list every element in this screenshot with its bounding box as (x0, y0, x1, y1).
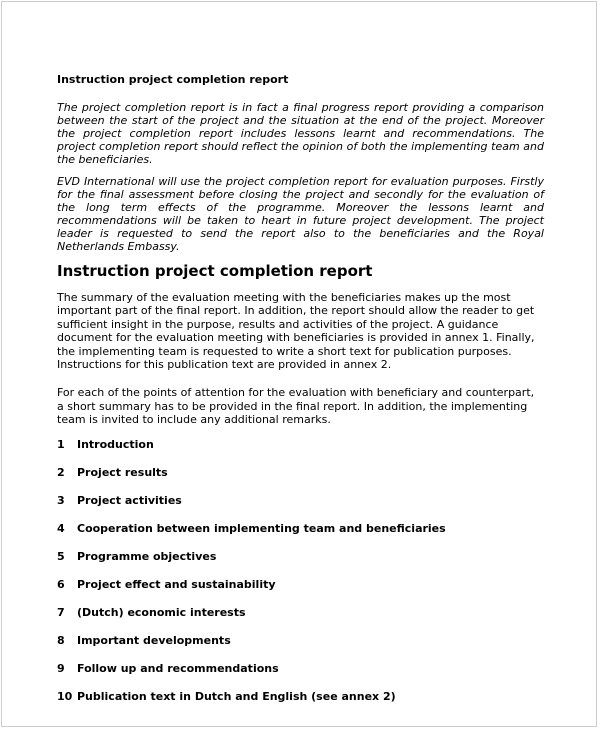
list-item (57, 634, 544, 647)
list-item-label: Introduction (77, 437, 154, 451)
intro-paragraph-2: EVD International will use the project completion report for evaluation purposes. Firstly for the final assessment before closing the project and secondly for the evaluation of the long term effects of the programme. Moreover the lessons learnt and recommendations will be taken to heart in future project development. The project leader is requested to send the report also to the beneficiaries and the Royal Netherlands Embassy. (57, 175, 544, 253)
list-item-label: Publication text in Dutch and English (see annex 2) (77, 689, 396, 703)
list-item-label: Cooperation between implementing team and beneficiaries (77, 521, 446, 535)
document-page (1, 1, 597, 727)
list-item (57, 690, 544, 703)
list-item-label: Follow up and recommendations (77, 661, 279, 675)
list-item-label: Important developments (77, 633, 231, 647)
main-heading: Instruction project completion report (57, 262, 373, 280)
list-item (57, 550, 544, 563)
list-item-label: Project effect and sustainability (77, 577, 276, 591)
numbered-section-list (57, 438, 544, 703)
body-paragraph-2: For each of the points of attention for the evaluation with beneficiary and counterpart, a short summary has to be provided in the final report. In addition, the implementing team is invited to include any additional remarks. (57, 386, 535, 427)
list-item-number: 10 (57, 689, 73, 703)
list-item-number: 7 (57, 605, 65, 619)
list-item-number: 1 (57, 437, 65, 451)
list-item (57, 578, 544, 591)
list-item-number: 3 (57, 493, 65, 507)
list-item-number: 4 (57, 521, 65, 535)
intro-paragraph-1: The project completion report is in fact a final progress report providing a comparison between the start of the project and the situation at the end of the project. Moreover the project completion report includes lessons learnt and recommendations. The project completion report should reflect the opinion of both the implementing team and the beneficiaries. (57, 101, 544, 166)
list-item-number: 2 (57, 465, 65, 479)
list-item-label: Project activities (77, 493, 182, 507)
list-item-number: 9 (57, 661, 65, 675)
list-item (57, 522, 544, 535)
list-item-number: 5 (57, 549, 65, 563)
list-item (57, 466, 544, 479)
list-item-number: 6 (57, 577, 65, 591)
section-title: Instruction project completion report (57, 73, 289, 86)
list-item (57, 494, 544, 507)
list-item-label: (Dutch) economic interests (77, 605, 246, 619)
list-item (57, 438, 544, 451)
list-item (57, 662, 544, 675)
body-paragraph-1: The summary of the evaluation meeting with the beneficiaries makes up the most important part of the final report. In addition, the report should allow the reader to get sufficient insight in the purpose, results and activities of the project. A guidance document for the evaluation meeting with beneficiaries is provided in annex 1. Finally, the implementing team is requested to write a short text for publication purposes. Instructions for this publication text are provided in annex 2. (57, 291, 535, 372)
list-item (57, 606, 544, 619)
list-item-number: 8 (57, 633, 65, 647)
list-item-label: Programme objectives (77, 549, 217, 563)
list-item-label: Project results (77, 465, 168, 479)
